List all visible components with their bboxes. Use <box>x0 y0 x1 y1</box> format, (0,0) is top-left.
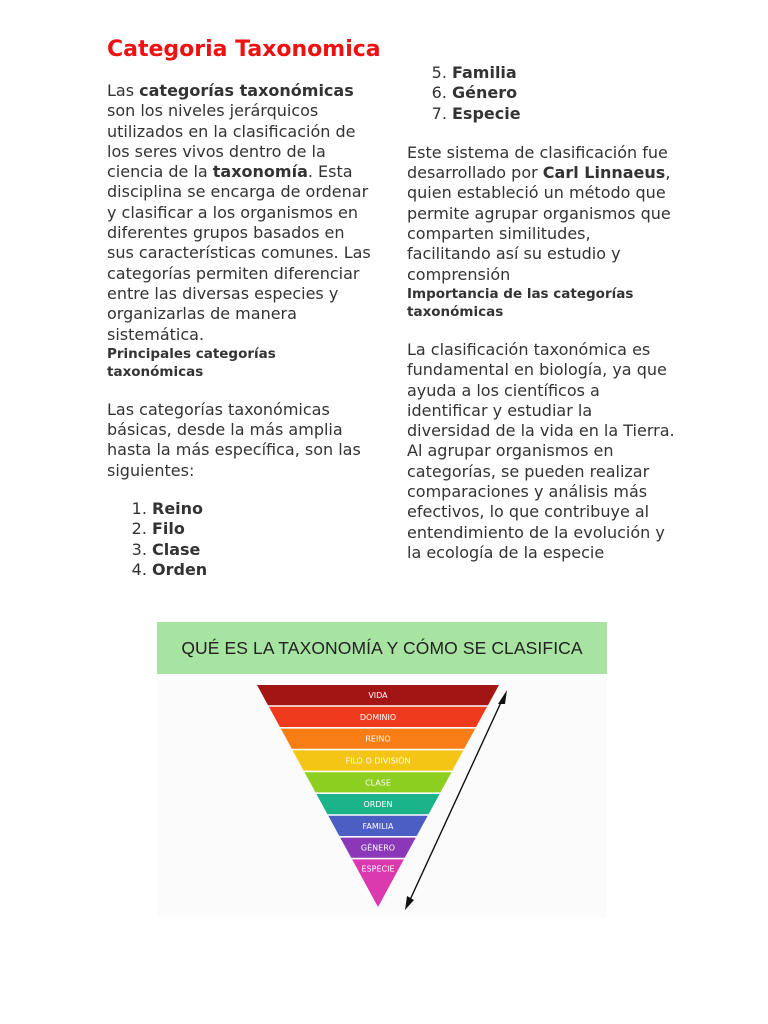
list-item-number: 6. <box>431 83 452 103</box>
intro-bold-categorias: categorías taxonómicas <box>139 81 354 100</box>
list-item-name: Especie <box>452 103 521 123</box>
system-bold-linnaeus: Carl Linnaeus <box>542 163 666 183</box>
pyramid-band-label: DOMINIO <box>359 712 397 722</box>
system-text-2: , quien estableció un método que permite agrupar organismos que comparten similitudes, facilitando así su estudio y comprensión <box>407 163 671 284</box>
list-item-number: 7. <box>431 103 452 123</box>
list-item <box>407 63 677 83</box>
page-title: Categoria Taxonomica <box>107 37 381 62</box>
list-item-number: 4. <box>131 559 152 579</box>
list-item <box>107 519 372 539</box>
list-item <box>407 83 677 103</box>
list-item-number: 3. <box>131 539 152 559</box>
intro-paragraph <box>107 81 372 345</box>
taxonomy-pyramid <box>157 674 607 917</box>
list-item <box>107 499 372 519</box>
list-item-number: 5. <box>431 63 452 82</box>
intro-text-1: Las <box>107 81 140 100</box>
category-list-left <box>107 499 372 580</box>
list-item-number: 1. <box>131 499 152 519</box>
pyramid-band-label: GÉNERO <box>360 843 396 853</box>
list-item <box>107 540 372 560</box>
subheading-principales: Principales categorías taxonómicas <box>107 345 276 380</box>
pyramid-band-label: VIDA <box>368 691 388 701</box>
system-text-1: Este sistema de clasificación fue desarrollado por <box>407 142 668 183</box>
list-item <box>407 104 677 124</box>
pyramid-band-label: ORDEN <box>363 800 393 810</box>
subheading-importancia: Importancia de las categorías taxonómicas <box>407 285 634 320</box>
infographic-banner <box>157 622 607 674</box>
list-item-name: Reino <box>152 499 204 519</box>
importance-paragraph: La clasificación taxonómica es fundamental en biología, ya que ayuda a los científicos a identificar y estudiar la diversidad de la vida en la Tierra. Al agrupar organismos en categorías, se pueden realizar comparaciones y análisis más efectivos, lo que contribuye al entendimiento de la evolución y la ecología de la especie <box>407 339 675 562</box>
taxonomy-infographic <box>157 622 607 917</box>
category-list-right <box>407 63 677 124</box>
pyramid-band-label: FILO O DIVISIÓN <box>345 756 411 766</box>
pyramid-band-label: ESPECIE <box>361 864 395 874</box>
pyramid-band-label: CLASE <box>365 778 391 788</box>
pyramid-band-label: REINO <box>365 734 391 744</box>
list-item-name: Filo <box>152 519 185 539</box>
system-paragraph <box>407 143 677 285</box>
list-intro-paragraph: Las categorías taxonómicas básicas, desde la más amplia hasta la más específica, son las siguientes: <box>107 399 361 480</box>
pyramid-band-label: FAMILIA <box>362 821 394 831</box>
right-column <box>407 63 677 563</box>
list-item-name: Clase <box>152 539 201 559</box>
intro-text-3: . Esta disciplina se encarga de ordenar y clasificar a los organismos en diferentes grupos basados en sus características comunes. Las categorías permiten diferenciar entre las diversas especies y organizarlas de manera sistemática. <box>107 162 371 344</box>
list-item-name: Género <box>452 83 518 103</box>
list-item <box>107 560 372 580</box>
left-column <box>107 81 372 580</box>
intro-bold-taxonomia: taxonomía <box>212 162 308 182</box>
list-item-number: 2. <box>131 519 152 539</box>
list-item-name: Orden <box>152 559 208 579</box>
list-item-name: Familia <box>452 63 517 82</box>
banner-title: QUÉ ES LA TAXONOMÍA Y CÓMO SE CLASIFICA <box>181 637 583 658</box>
intro-text-2: son los niveles jerárquicos utilizados en la clasificación de los seres vivos dentro de la ciencia de la <box>107 101 356 182</box>
